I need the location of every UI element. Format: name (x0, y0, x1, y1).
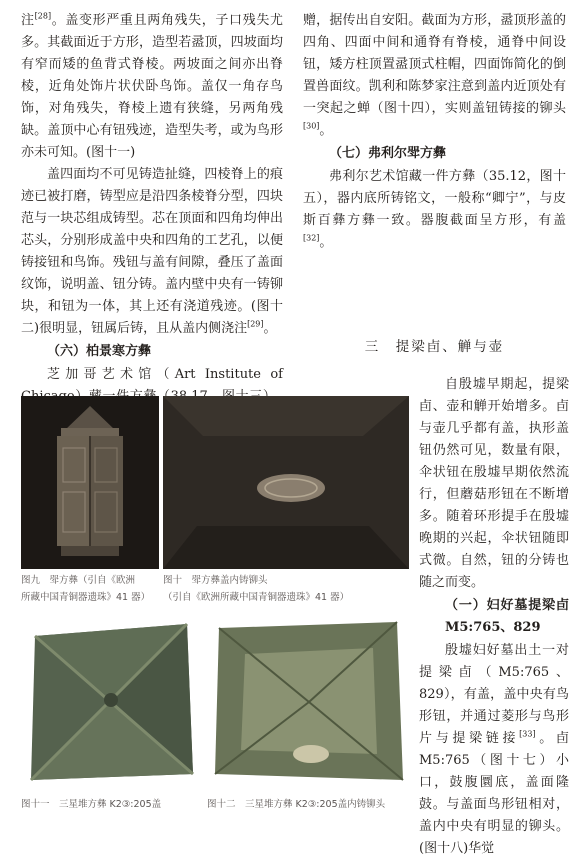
paragraph (419, 374, 569, 594)
left-text-column (21, 10, 283, 430)
paragraph-text: （七）弗利尔斝方彝 (329, 146, 447, 161)
figure-11-image (21, 614, 201, 788)
paragraph-text-tail: 。 (319, 123, 333, 138)
paragraph-text: （一）妇好墓提梁卣 M5:765、829 (445, 598, 569, 635)
figure-12-image (207, 614, 410, 788)
narrow-text-column (419, 374, 569, 860)
sanxingdui-lid-photo (21, 614, 201, 788)
section-heading (303, 143, 566, 165)
footnote-ref: [32] (303, 233, 320, 243)
paragraph (21, 10, 283, 164)
paragraph-text: 盖四面均不可见铸造扯缝，四棱脊上的痕迹已被打磨，铸型应是沿四条棱脊分型，四块范与一块芯组成铸型。芯在顶面和四角均伸出芯头，分别形成盖中央和四角的工艺孔，以便铸接钮和鸟饰。残钮与盖有间隙，叠压了盖面纹饰，说明盖、钮分铸。盖内壁中央有一铸铆块，和钮为一体，其上还有浇道残迹。(图十二)很明显，钮属后铸，且从盖内侧浇注 (21, 167, 283, 336)
figure-10-caption-line2: （引自《欧洲所藏中国青铜器遗珠》41 器） (163, 592, 350, 603)
figure-12-caption: 图十二 三星堆方彝 K2③:205盖内铸铆头 (207, 799, 386, 810)
figure-9-caption-line1: 图九 斝方彝（引自《欧洲 (21, 575, 136, 586)
sanxingdui-lid-interior-photo (207, 614, 410, 788)
paragraph (303, 166, 566, 254)
paragraph-text-tail: 。 (263, 321, 277, 336)
footnote-ref: [29] (247, 319, 264, 329)
paragraph-text: 芝加哥艺术馆（Art Institute of (47, 367, 283, 382)
section-heading (419, 595, 569, 639)
footnote-ref: [33] (519, 729, 536, 739)
right-text-column (303, 10, 566, 254)
figure-10-caption-line1: 图十 斝方彝盖内铸铆头 (163, 575, 268, 586)
figure-10-image (163, 396, 409, 569)
paragraph-text: 赠，据传出自安阳。截面为方形，盝顶形盖的四角、四面中间和通脊有脊棱，通脊中间设钮，矮方柱顶置盝顶式柱帽，四面饰简化的倒置兽面纹。凯利和陈梦家注意到盖内近顶处有一突起之蝉（图十四），实则盖钮铸接的铆头 (303, 13, 566, 116)
fangyi-vessel-photo (21, 396, 159, 569)
paragraph-text: 自殷墟早期起，提梁卣、壶和觯开始增多。卣与壶几乎都有盖，执形盖钮仍然可见，数量有限，伞状钮在殷墟早期依然流行，但蘑菇形钮在不断增多。随着环形提手在殷墟晚期的兴起，伞状钮随即式微。自然，钮的分铸也随之而变。 (419, 377, 569, 590)
paragraph (21, 164, 283, 340)
paragraph (419, 640, 569, 860)
section-title: 三 提梁卣、觯与壶 (364, 339, 505, 355)
paragraph-text-tail: 。卣 M5:765（图十七）小口，鼓腹圜底，盖面隆鼓。与盖面鸟形钮相对，盖内中央有明显的铆头。(图十八)华觉 (419, 731, 569, 856)
footnote-ref: [28] (34, 11, 52, 21)
paragraph-text: （六）柏景寒方彝 (47, 344, 152, 359)
paragraph-text-tail: 。 (319, 235, 333, 250)
paragraph-text: 弗利尔艺术馆藏一件方彝（35.12，图十五），器内底所铸铭文，一般称“卿宁”，与皮斯百彝方彝一致。器腹截面呈方形，有盖 (303, 169, 566, 228)
paragraph-text-tail: 。盖变形严重且两角残失，子口残失尤多。其截面近于方形，造型若盝顶，四坡面均有窄而矮的鱼背式脊棱。两坡面之间亦出脊棱，近角处饰片状伏卧鸟饰。盖仅一角存鸟饰，对角残失，脊棱上遗有狭缝，另两角残缺。盖顶中心有钮残迹，造型失考，或为鸟形亦未可知。(图十一) (21, 13, 283, 160)
figure-9-image (21, 396, 159, 569)
paragraph-text: 殷墟妇好墓出土一对提梁卣（M5:765、829），有盖，盖中央有鸟形钮，并通过菱形与鸟形片与提梁链接 (419, 643, 569, 746)
footnote-ref: [30] (303, 121, 320, 131)
section-heading (21, 341, 283, 363)
lid-interior-photo (163, 396, 409, 569)
paragraph-text: 注 (21, 13, 35, 28)
figure-11-caption: 图十一 三星堆方彝 K2③:205盖 (21, 799, 162, 810)
paragraph (303, 10, 566, 142)
figure-9-caption-line2: 所藏中国青铜器遗珠》41 器） (21, 592, 151, 603)
